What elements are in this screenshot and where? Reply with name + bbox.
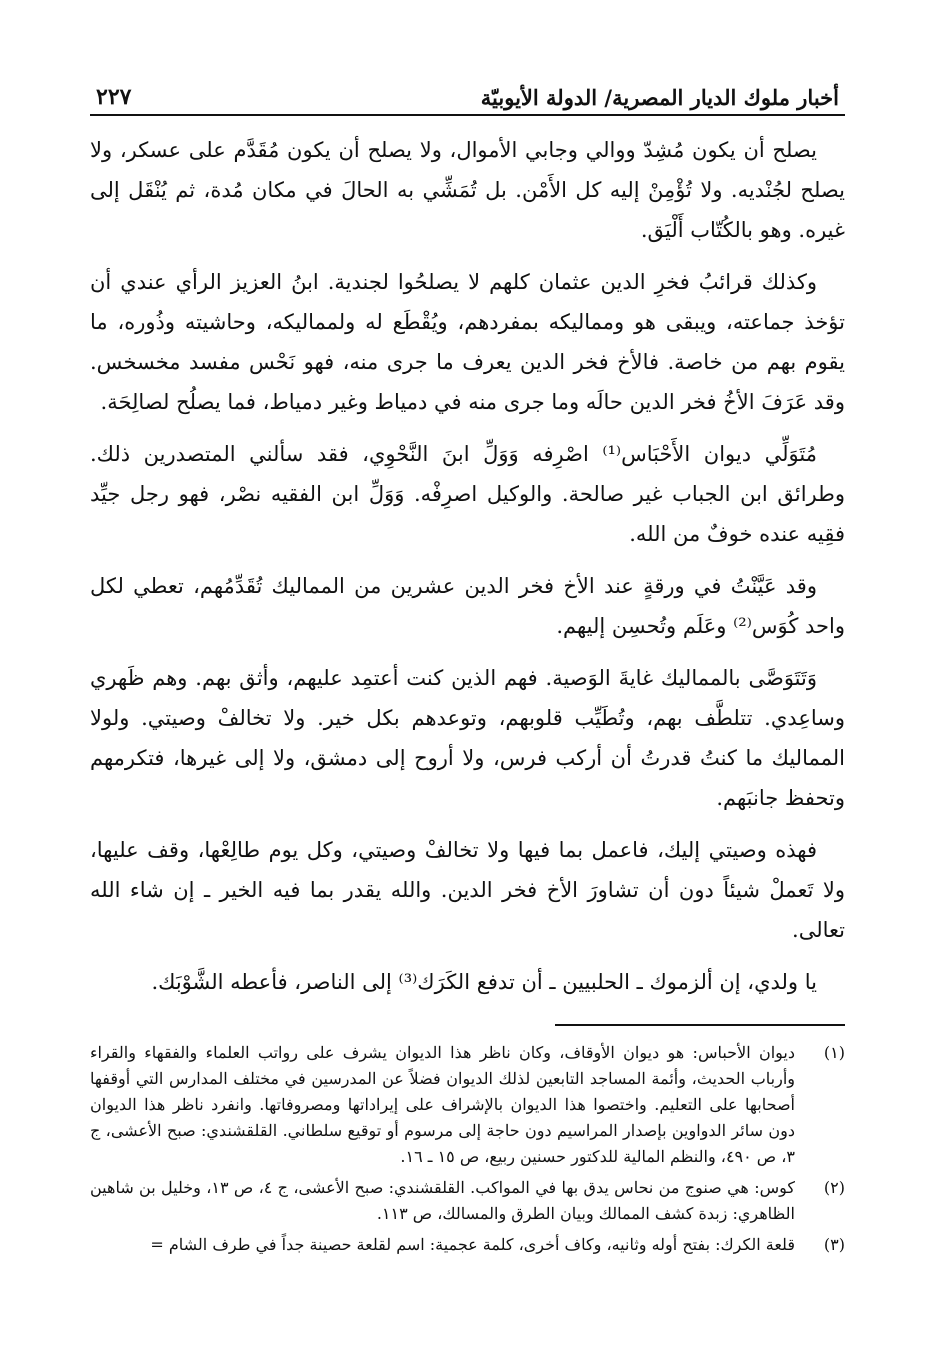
- footnote-number: (٢): [823, 1178, 845, 1197]
- paragraph: فهذه وصيتي إليك، فاعمل بما فيها ولا تخالفْ وصيتي، وكل يوم طالِعْها، وقف عليها، ولا تَعملْ شيئاً دون أن تشاورَ الأخ فخر الدين. والله يقدر بما فيه الخير ـ إن شاء الله تعالى.: [90, 838, 845, 942]
- footnote: [90, 1040, 845, 1170]
- paragraph: مُتَوَلِّي ديوان الأَحْبَاس⁽¹⁾ اصْرِفه وَوَلِّ ابنَ النَّحْوِي، فقد سألني المتصدرين ذلك. وطرائق ابن الجباب غير صالحة. والوكيل اصرِفْه. وَوَلِّ ابن الفقيه نصْر، فهو رجل جيِّد فقِيه عنده خوفٌ من الله.: [90, 442, 845, 546]
- footnote-text: كوس: هي صنوج من نحاس يدق بها في المواكب. القلقشندي: صبح الأعشى، ج ٤، ص ١٣، وخليل بن شاهين الظاهري: زبدة كشف الممالك وبيان الطرق والمسالك، ص ١١٣.: [90, 1178, 796, 1223]
- paragraph: وَتَتَوَصَّى بالمماليك غايةَ الوَصية. فهم الذين كنت أعتمِد عليهم، وأثق بهم. وهم ظَهري وساعِدي. تتلطَّف بهم، وتُطَيِّب قلوبهم، وتوعدهم بكل خير. ولا تخالفْ وصيتي. ولولا المماليك ما كنتُ قدرتُ أن أركب فرس، ولا أروح إلى دمشق، ولا إلى غيرها، فتكرمهم وتحفظ جانبَهم.: [90, 666, 845, 810]
- footnote-text: ديوان الأحباس: هو ديوان الأوقاف، وكان ناظر هذا الديوان يشرف على رواتب العلماء والفقهاء والقراء وأرباب الحديث، وأئمة المساجد التابعين لذلك الديوان فضلاً عن المدرسين في مختلف المدارس التي أوقفها أصحابها على التعليم. واختصوا هذا الديوان بالإشراف على إيراداتها ومصروفاتها. وانفرد ناظر هذا الديوان دون سائر الدواوين بإصدار المراسيم دون حاجة إلى مرسوم أو توقيع سلطاني. القلقشندي: صبح الأعشى، ج ٣، ص ٤٩٠، والنظم المالية للدكتور حسنين ربيع، ص ١٥ ـ ١٦.: [90, 1043, 795, 1166]
- page-number: ٢٢٧: [96, 84, 132, 110]
- footnote-separator: [555, 1024, 845, 1026]
- running-title: أخبار ملوك الديار المصرية/ الدولة الأيوبيّة: [480, 85, 839, 110]
- footnote-text: قلعة الكرك: بفتح أوله وثانيه، وكاف أخرى، كلمة عجمية: اسم لقلعة حصينة جداً في طرف الشام =: [150, 1235, 795, 1254]
- footnotes: [90, 1040, 845, 1258]
- paragraph: وكذلك قرائبُ فخرِ الدين عثمان كلهم لا يصلحُوا لجندية. ابنُ العزيز الرأي عندي أن تؤخذ جماعته، ويبقى هو ومماليكه بمفردهم، ويُقْطَع له ولمماليكه، وحاشيته وذُوره، ما يقوم بهم من خاصة. فالأخ فخر الدين يعرف ما جرى منه، فهو نَحْس مفسد مخسخس. وقد عَرَفَ الأخُ فخر الدين حالَه وما جرى منه في دمياط وغير دمياط، فما يصلُح لصالِحَة.: [90, 270, 846, 414]
- paragraph: يا ولدي، إن ألزموك ـ الحلبيين ـ أن تدفع الكَرَك⁽³⁾ إلى الناصر، فأعطه الشَّوْبَك.: [151, 970, 817, 994]
- paragraph: يصلح أن يكون مُشِدّ ووالي وجابي الأموال، ولا يصلح أن يكون مُقَدَّم على عسكر، ولا يصلح لجُنْديه. ولا تُؤْمِنْ إليه كل الأَمْن. بل تُمَشِّي به الحالَ في مكان مُدة، ثم يُنْقَل إلى غيره. وهو بالكُتّاب أَلْيَق.: [90, 138, 845, 242]
- footnote-number: (١): [823, 1043, 845, 1062]
- paragraph: وقد عَيَّنْتُ في ورقةٍ عند الأخ فخر الدين عشرين من المماليك تُقَدِّمُهم، تعطي لكل واحد كُوَس⁽²⁾ وعَلَم وتُحسِن إليهم.: [90, 574, 845, 638]
- page-header: [90, 72, 845, 116]
- main-text: [90, 130, 845, 1002]
- document-page: [90, 72, 845, 1263]
- footnote-number: (٣): [823, 1235, 845, 1254]
- footnote: [90, 1175, 845, 1227]
- footnote: [90, 1232, 845, 1258]
